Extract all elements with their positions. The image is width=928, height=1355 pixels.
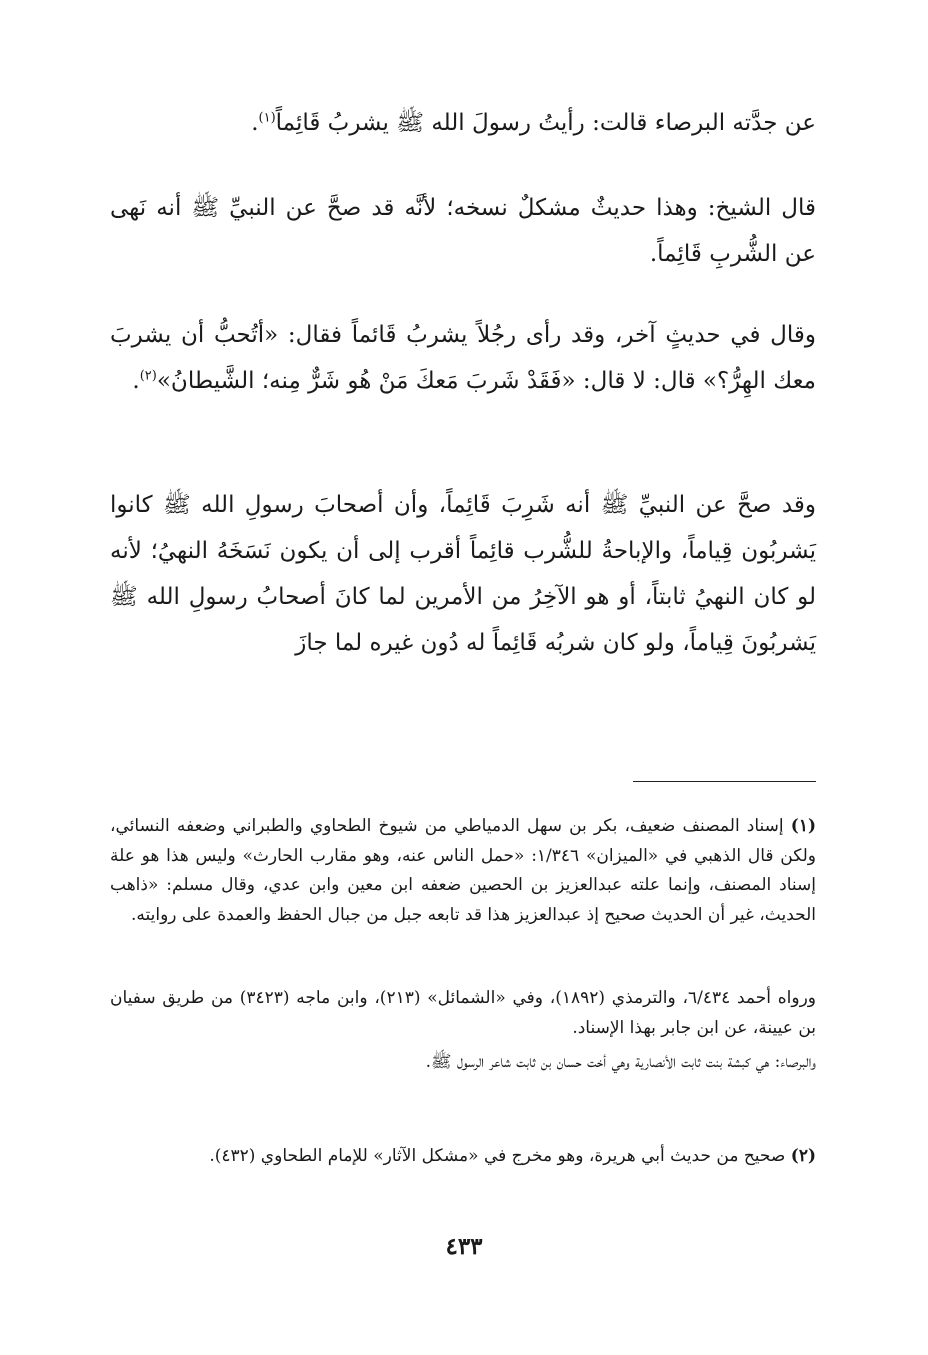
paragraph-4: وقد صحَّ عن النبيِّ ﷺ أنه شَرِبَ قَائِماً، وأن أصحابَ رسولِ الله ﷺ كانوا يَشربُون قِياماً، والإباحةُ للشُّرب قائِماً أقرب إلى أن يكون نَسَخَهُ النهيُ؛ لأنه لو كان النهيُ ثابتاً، أو هو الآخِرُ من الأمرين لما كانَ أصحابُ رسولِ الله ﷺ يَشربُونَ قِياماً، ولو كان شربُه قَائِماً له دُون غيره لما جازَ <box>110 492 816 656</box>
paragraph-1-end: . <box>251 110 259 136</box>
footnote-2 <box>110 1142 816 1172</box>
paragraph-3-text: وقال في حديثٍ آخر، وقد رأى رجُلاً يشربُ قَائماً فقال: «أتُحبُّ أن يشربَ معك الهِرُّ؟» قال: لا قال: «فَقَدْ شَربَ مَعكَ مَنْ هُو شَرٌّ مِنه؛ الشَّيطانُ» <box>110 322 816 394</box>
footnote-ref-2[interactable]: (٢) <box>139 368 157 384</box>
footnote-2-number: (٢) <box>790 1146 816 1166</box>
footnote-2-text: صحيح من حديث أبي هريرة، وهو مخرج في «مشكل الآثار» للإمام الطحاوي (٤٣٢). <box>209 1146 786 1166</box>
footnote-1-note: والبرصاء: هي كبشة بنت ثابت الأنصارية وهي أخت حسان بن ثابت شاعر الرسول ﷺ. <box>425 1052 816 1072</box>
paragraph-1 <box>110 100 816 146</box>
footnote-divider <box>633 781 816 782</box>
paragraph-2: قال الشيخ: وهذا حديثٌ مشكلٌ نسخه؛ لأنَّه قد صحَّ عن النبيِّ ﷺ أنه نَهى عن الشُّربِ قَائِماً. <box>110 195 816 267</box>
page-number: ٤٣٣ <box>445 1233 483 1260</box>
footnote-1-text: إسناد المصنف ضعيف، بكر بن سهل الدمياطي من شيوخ الطحاوي والطبراني وضعفه النسائي، ولكن قال الذهبي في «الميزان» ١/٣٤٦: «حمل الناس عنه، وهو مقارب الحارث» وليس هذا هو علة إسناد المصنف، وإنما علته عبدالعزيز بن الحصين ضعفه ابن معين وابن عدي، وقال مسلم: «ذاهب الحديث، غير أن الحديث صحيح إذ عبدالعزيز هذا قد تابعه جبل من جبال الحفظ والعمدة على روايته. <box>110 816 816 925</box>
paragraph-3 <box>110 312 816 404</box>
footnote-1-number: (١) <box>790 816 816 836</box>
paragraph-1-text: عن جدَّته البرصاء قالت: رأيتُ رسولَ الله ﷺ يشربُ قَائِماً <box>275 110 816 136</box>
paragraph-3-end: . <box>132 368 140 394</box>
footnote-ref-1[interactable]: (١) <box>258 110 276 126</box>
footnote-1-continuation: ورواه أحمد ٦/٤٣٤، والترمذي (١٨٩٢)، وفي «الشمائل» (٢١٣)، وابن ماجه (٣٤٢٣) من طريق سفيان بن عيينة، عن ابن جابر بهذا الإسناد. <box>110 988 816 1038</box>
footnote-1 <box>110 812 816 930</box>
